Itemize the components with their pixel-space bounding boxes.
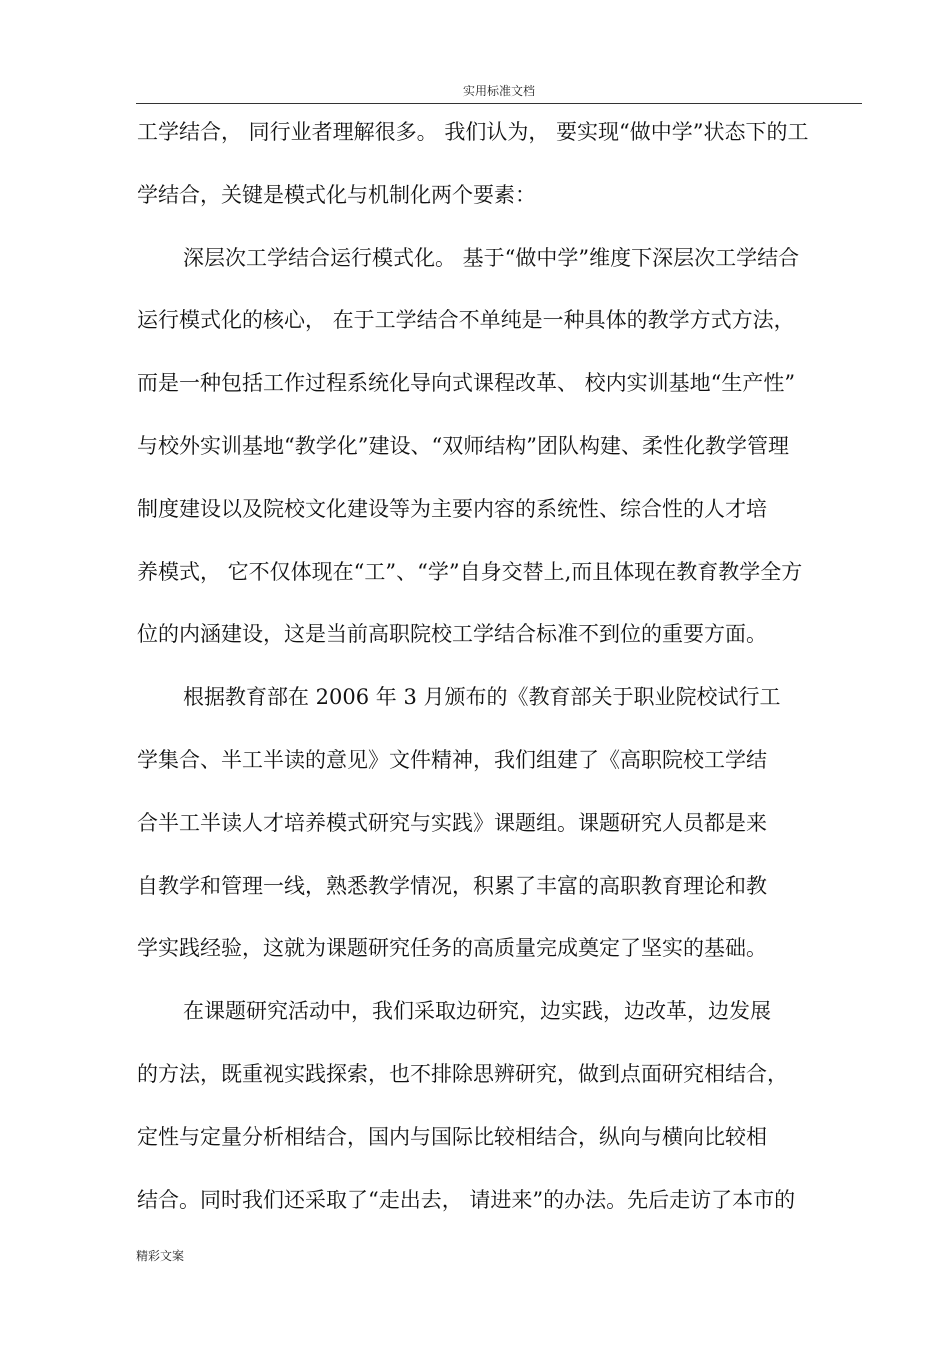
paragraph-start-line: 深层次工学结合运行模式化。 基于“做中学”维度下深层次工学结合: [183, 245, 800, 270]
text-line: 养模式， 它不仅体现在“工”、“学”自身交替上,而且体现在教育教学全方: [137, 559, 803, 584]
text-line: 工学结合， 同行业者理解很多。 我们认为， 要实现“做中学”状态下的工: [137, 120, 809, 144]
body-text: [137, 112, 863, 1242]
page-footer: 精彩文案: [136, 1249, 185, 1263]
header-divider: [136, 103, 862, 104]
text-line: 学结合，关键是模式化与机制化两个要素：: [137, 182, 536, 207]
text-line: 的方法，既重视实践探索，也不排除思辨研究，做到点面研究相结合，: [137, 1061, 788, 1086]
paragraph-start-line: 根据教育部在 2006 年 3 月颁布的《教育部关于职业院校试行工: [183, 685, 781, 710]
text-line: 而是一种包括工作过程系统化导向式课程改革、 校内实训基地“生产性”: [137, 371, 796, 396]
text-line: 定性与定量分析相结合，国内与国际比较相结合，纵向与横向比较相: [137, 1124, 767, 1149]
text-line: 合半工半读人才培养模式研究与实践》课题组。课题研究人员都是来: [137, 810, 767, 835]
text-line: 与校外实训基地“教学化”建设、“双师结构”团队构建、柔性化教学管理: [137, 433, 789, 458]
text-line: 结合。同时我们还采取了“走出去， 请进来”的办法。先后走访了本市的: [137, 1187, 796, 1212]
text-line: 位的内涵建设，这是当前高职院校工学结合标准不到位的重要方面。: [137, 622, 767, 647]
text-line: 运行模式化的核心， 在于工学结合不单纯是一种具体的教学方式方法，: [137, 308, 795, 333]
text-line: 制度建设以及院校文化建设等为主要内容的系统性、综合性的人才培: [137, 496, 767, 521]
text-line: 学实践经验，这就为课题研究任务的高质量完成奠定了坚实的基础。: [137, 936, 767, 961]
text-line: 自教学和管理一线，熟悉教学情况，积累了丰富的高职教育理论和教: [137, 873, 767, 898]
text-line: 学集合、半工半读的意见》文件精神，我们组建了《高职院校工学结: [137, 747, 767, 772]
paragraph-start-line: 在课题研究活动中，我们采取边研究，边实践，边改革，边发展: [183, 999, 771, 1024]
page-header: 实用标准文档: [462, 84, 535, 98]
